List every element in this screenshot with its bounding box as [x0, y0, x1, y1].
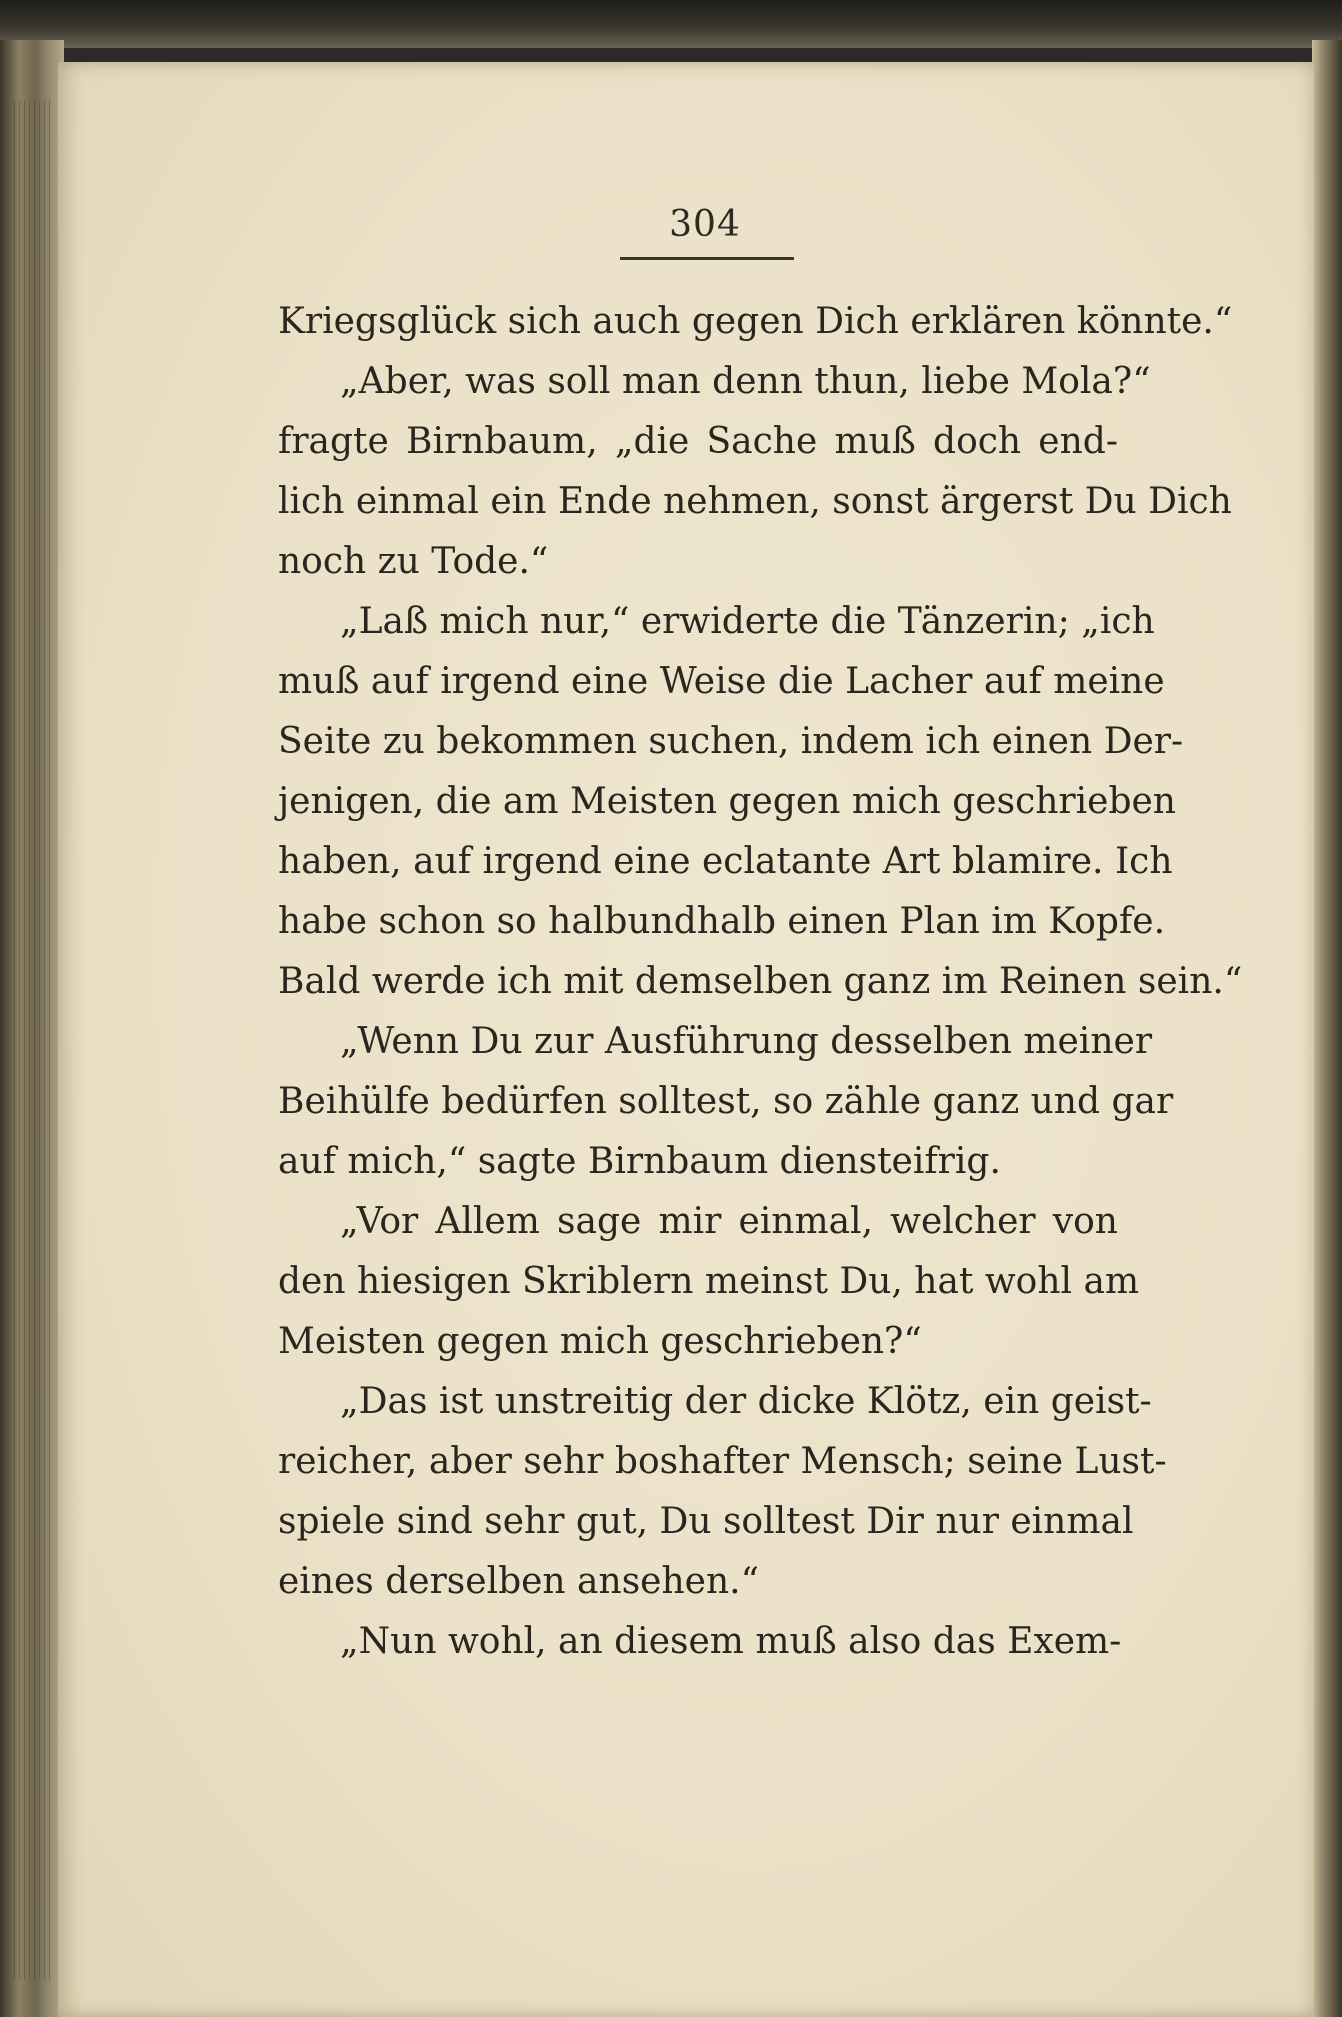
header-rule [620, 257, 794, 260]
book-top-edge [0, 0, 1342, 48]
text-line: auf mich,“ sagte Birnbaum diensteifrig. [278, 1141, 1001, 1182]
text-line: „Nun wohl, an diesem muß also das Exem- [340, 1621, 1122, 1662]
text-line: Kriegsglück sich auch gegen Dich erklären könnte.“ [278, 301, 1233, 342]
book-right-edge [1312, 40, 1342, 2017]
text-line: Bald werde ich mit demselben ganz im Reinen sein.“ [278, 961, 1243, 1002]
page-edges [14, 100, 54, 1980]
page-number: 304 [669, 204, 741, 245]
body-text [278, 292, 1243, 1672]
text-line: Seite zu bekommen suchen, indem ich einen Der- [278, 721, 1184, 762]
text-line: „Vor Allem sage mir einmal, welcher von [340, 1201, 1118, 1242]
text-line: habe schon so halbundhalb einen Plan im Kopfe. [278, 901, 1166, 942]
text-line: „Aber, was soll man denn thun, liebe Mola?“ [340, 361, 1151, 402]
text-line: jenigen, die am Meisten gegen mich geschrieben [278, 781, 1176, 822]
text-line: „Das ist unstreitig der dicke Klötz, ein geist- [340, 1381, 1152, 1422]
text-line: spiele sind sehr gut, Du solltest Dir nur einmal [278, 1501, 1134, 1542]
text-line: „Wenn Du zur Ausführung desselben meiner [340, 1021, 1153, 1062]
text-line: noch zu Tode.“ [278, 541, 549, 582]
text-line: muß auf irgend eine Weise die Lacher auf meine [278, 661, 1165, 702]
text-line: Meisten gegen mich geschrieben?“ [278, 1321, 922, 1362]
text-line: fragte Birnbaum, „die Sache muß doch end- [278, 421, 1118, 462]
text-line: reicher, aber sehr boshafter Mensch; seine Lust- [278, 1441, 1167, 1482]
text-line: eines derselben ansehen.“ [278, 1561, 760, 1602]
text-line: den hiesigen Skriblern meinst Du, hat wohl am [278, 1261, 1140, 1302]
text-line: lich einmal ein Ende nehmen, sonst ärgerst Du Dich [278, 481, 1232, 522]
text-line: haben, auf irgend eine eclatante Art blamire. Ich [278, 841, 1173, 882]
text-line: Beihülfe bedürfen solltest, so zähle ganz und gar [278, 1081, 1174, 1122]
text-line: „Laß mich nur,“ erwiderte die Tänzerin; „ich [340, 601, 1155, 642]
book-spine [0, 40, 64, 2017]
